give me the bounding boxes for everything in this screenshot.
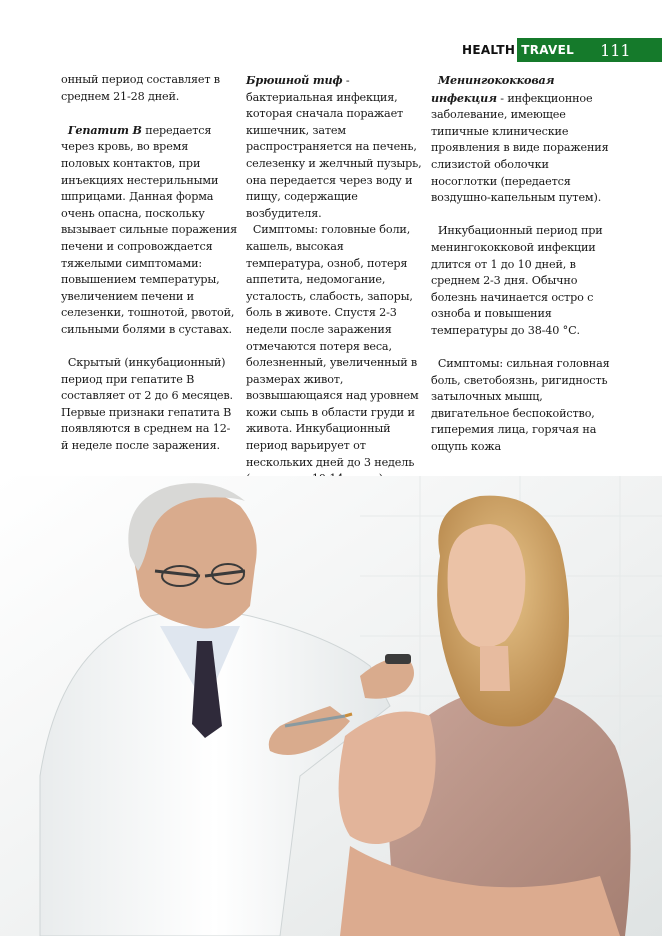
paragraph: онный период составляет в среднем 21-28 дней.: [61, 73, 220, 103]
paragraph-text: передается через кровь, во время половых контактов, при инъекциях нестерильными шприцами. Данная форма очень опасна, поскольку вызывает сильные поражения печени и сопровождается тяжелыми симптомами: повышением температуры, увеличением печени и селезенки, тошнотой, рвотой, сильными болями в суставах.: [61, 123, 238, 336]
paragraph-text: - бактериальная инфекция, которая сначала поражает кишечник, затем распространяется на печень, селезенку и желчный пузырь, она передается через воду и пищу, содержащие возбудителя.: [246, 74, 422, 220]
paragraph-text: Инкубационный период при менингококковой инфекции длится от 1 до 10 дней, в среднем 2-3 дня. Обычно болезнь начинается остро с озноба и повышения температуры до 38-40 °С.: [431, 224, 603, 337]
term-typhoid: Брюшной тиф: [246, 73, 343, 87]
paragraph-text: Симптомы: головные боли, кашель, высокая температура, озноб, потеря аппетита, недомогание, усталость, слабость, запоры, боль в животе. Спустя 2-3 недели после заражения отмечаются потеря веса, болезненный, увеличенный в размерах живот, возвышающаяся над уровнем кожи сыпь в области груди и живота. Инкубационный период варьирует от нескольких дней до 3 недель: [246, 223, 419, 469]
paragraph-meningococcal: [431, 72, 613, 207]
paragraph-typhoid-symptoms: [246, 222, 422, 488]
paragraph-typhoid: [246, 72, 422, 222]
paragraph-text: Скрытый (инкубационный) период при гепатите В составляет от 2 до 6 месяцев. Первые признаки гепатита В появляются в среднем на 12-й неделе после заражения.: [61, 356, 233, 453]
text-column-1: [61, 72, 237, 455]
section-bar: [517, 38, 662, 62]
section-label-travel: TRAVEL: [521, 43, 575, 57]
paragraph-hepatitis-b: [61, 122, 237, 339]
term-meningococcal: Менингококковая инфекция: [431, 73, 555, 105]
text-column-2: [246, 72, 422, 488]
page-number: 111: [600, 40, 631, 60]
paragraph-meningococcal-incubation: [431, 223, 613, 339]
term-hepatitis-b: Гепатит В: [67, 122, 142, 137]
vaccination-photo: [0, 476, 662, 936]
section-header: [458, 38, 662, 62]
paragraph-incubation-hepatitis: [61, 355, 237, 455]
paragraph-text: Симптомы: сильная головная боль, светобоязнь, ригидность затылочных мышц, двигательное беспокойство, гиперемия лица, горячая на ощупь кожа: [431, 357, 610, 454]
section-label-health: HEALTH: [462, 43, 516, 57]
paragraph-text: - инфекционное заболевание, имеющее типичные клинические проявления в виде поражения слизистой оболочки носоглотки (передается воздушно-капельным путем).: [431, 91, 609, 205]
paragraph-meningococcal-symptoms: [431, 356, 613, 456]
text-column-3: [431, 72, 613, 456]
